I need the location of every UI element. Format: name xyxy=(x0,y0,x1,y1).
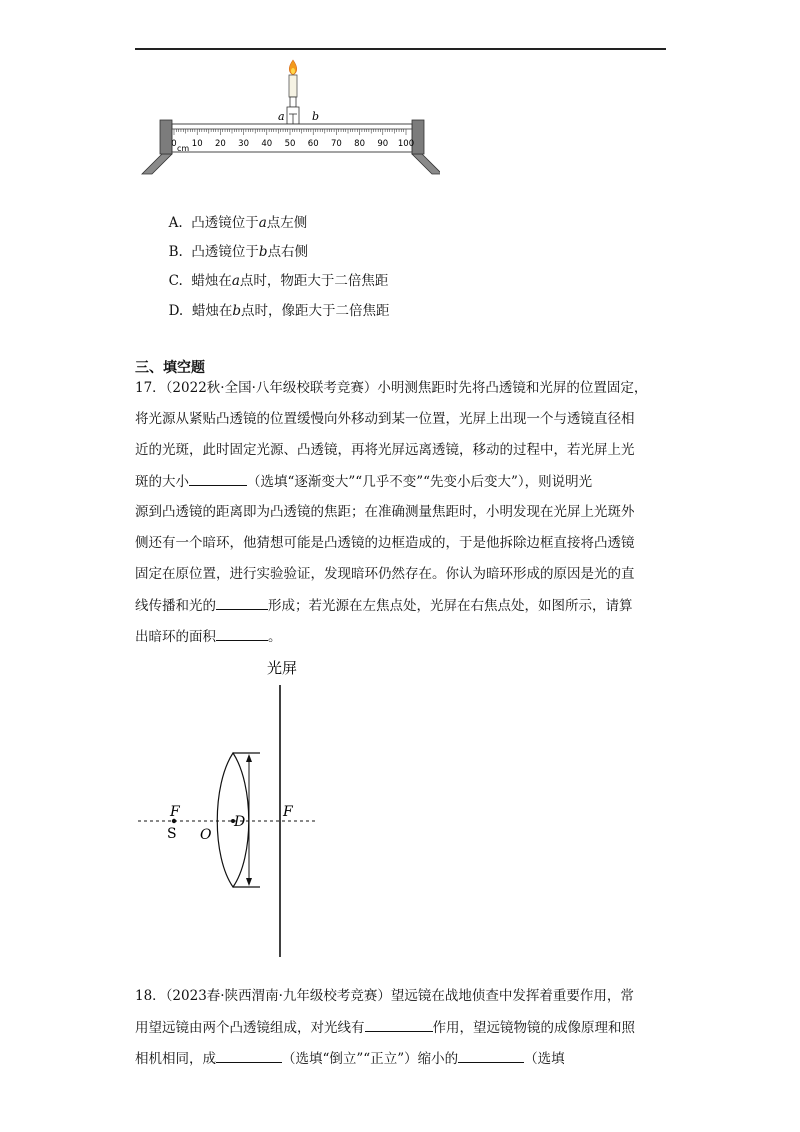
section-title: 三、填空题 xyxy=(135,360,205,376)
ruler-tick-label: 90 xyxy=(377,139,389,149)
q17-line-5: 源到凸透镜的距离即为凸透镜的焦距；在准确测量焦距时，小明发现在光屏上光斑外 xyxy=(135,504,635,520)
s-label: S xyxy=(167,826,177,842)
unit-label: cm xyxy=(177,144,190,153)
answer-blank-5[interactable] xyxy=(216,1050,282,1063)
q17-line-8: 线传播和光的 形成；若光源在左焦点处，光屏在右焦点处，如图所示，请算 xyxy=(135,598,633,614)
ruler-tick-label: 10 xyxy=(191,139,203,149)
ruler-tick-label: 60 xyxy=(307,139,319,149)
point-b-label: b xyxy=(312,110,320,123)
f-left-label: F xyxy=(170,804,180,820)
f-right-label: F xyxy=(283,804,293,820)
option-d: D. 蜡烛在b点时，像距大于二倍焦距 xyxy=(168,303,390,319)
answer-blank-2[interactable] xyxy=(216,597,268,610)
ruler-tick-label: 20 xyxy=(214,139,226,149)
ruler-tick-label: 40 xyxy=(261,139,273,149)
answer-blank-4[interactable] xyxy=(365,1019,433,1032)
q17-line-7: 固定在原位置，进行实验验证，发现暗环仍然存在。你认为暗环形成的原因是光的直 xyxy=(135,566,635,582)
ruler-tick-label: 70 xyxy=(330,139,342,149)
ruler-tick-label: 30 xyxy=(238,139,250,149)
optical-bench-figure xyxy=(140,58,440,180)
q18-line-2: 用望远镜由两个凸透镜组成，对光线有 作用，望远镜物镜的成像原理和照 xyxy=(135,1020,635,1036)
q18-line-3: 相机相同，成 （选填“倒立”“正立”）缩小的 （选填 xyxy=(135,1051,565,1067)
q17-line-6: 侧还有一个暗环，他猜想可能是凸透镜的边框造成的，于是他拆除边框直接将凸透镜 xyxy=(135,535,635,551)
candle xyxy=(289,75,297,97)
screen-label: 光屏 xyxy=(267,659,298,677)
lens-screen-figure xyxy=(130,655,330,965)
ruler-tick-label: 100 xyxy=(397,139,415,149)
q18-line-1: 18．（2023春·陕西渭南·九年级校考竞赛）望远镜在战地侦查中发挥着重要作用，常 xyxy=(135,988,634,1004)
d-label: D xyxy=(234,814,246,830)
top-rule xyxy=(135,48,666,50)
answer-blank-1[interactable] xyxy=(189,473,247,486)
ruler-tick-label: 0 xyxy=(171,139,177,149)
q17-line-3: 近的光斑，此时固定光源、凸透镜，再将光屏远离透镜，移动的过程中，若光屏上光 xyxy=(135,442,635,458)
ruler-tick-label: 50 xyxy=(284,139,296,149)
ruler-tick-label: 80 xyxy=(354,139,366,149)
q17-line-9: 出暗环的面积 。 xyxy=(135,629,282,645)
q17-line-2: 将光源从紧贴凸透镜的位置缓慢向外移动到某一位置，光屏上出现一个与透镜直径相 xyxy=(135,411,635,427)
option-a: A. 凸透镜位于a点左侧 xyxy=(168,215,308,231)
answer-blank-3[interactable] xyxy=(216,628,268,641)
o-label: O xyxy=(200,827,212,843)
point-a-label: a xyxy=(278,110,285,123)
left-support xyxy=(160,120,172,154)
option-b: B. 凸透镜位于b点右侧 xyxy=(168,244,309,260)
answer-blank-6[interactable] xyxy=(458,1050,524,1063)
q17-line-1: 17．（2022秋·全国·八年级校联考竞赛）小明测焦距时先将凸透镜和光屏的位置固定， xyxy=(135,380,648,396)
q17-line-4: 斑的大小 （选填“逐渐变大”“几乎不变”“先变小后变大”），则说明光 xyxy=(135,474,593,490)
option-c: C. 蜡烛在a点时，物距大于二倍焦距 xyxy=(168,273,389,289)
